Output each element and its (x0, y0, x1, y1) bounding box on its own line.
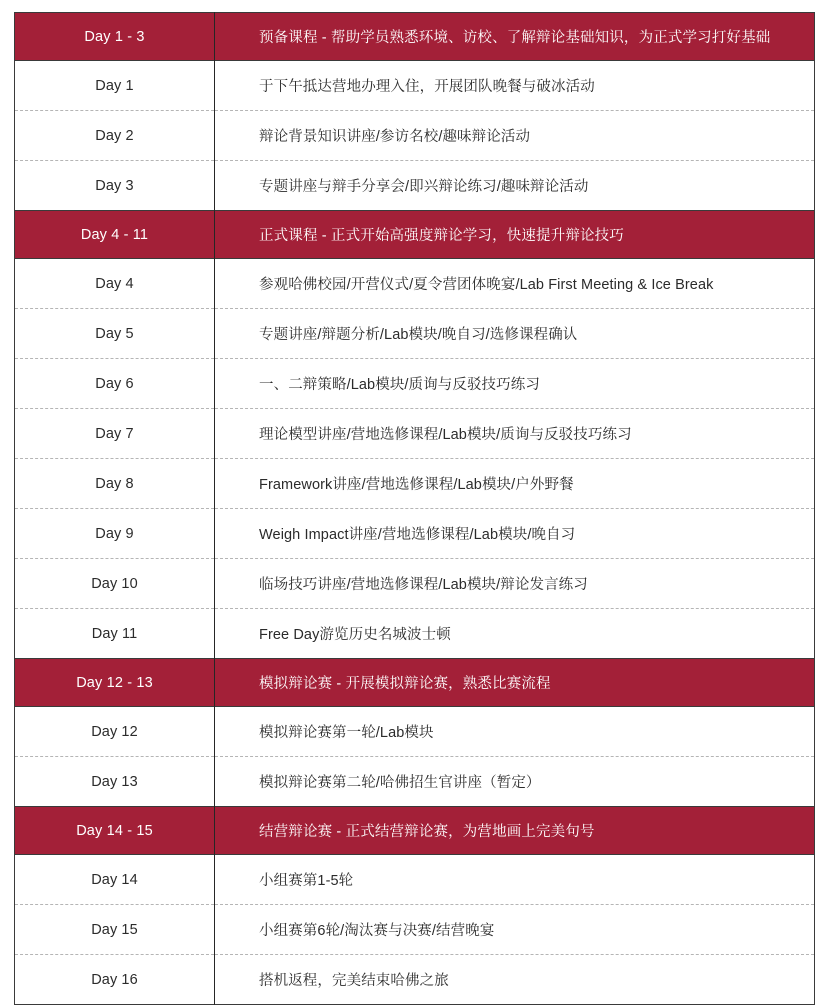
row-day-label: Day 4 (15, 259, 215, 309)
table-row (15, 955, 815, 1005)
row-day-label: Day 14 (15, 855, 215, 905)
section-day-range: Day 4 - 11 (15, 211, 215, 259)
table-row (15, 409, 815, 459)
row-activity-description: 于下午抵达营地办理入住，开展团队晚餐与破冰活动 (215, 61, 815, 111)
row-activity-description: 临场技巧讲座/营地选修课程/Lab模块/辩论发言练习 (215, 559, 815, 609)
row-day-label: Day 3 (15, 161, 215, 211)
row-activity-description: 专题讲座/辩题分析/Lab模块/晚自习/选修课程确认 (215, 309, 815, 359)
row-activity-description: 一、二辩策略/Lab模块/质询与反驳技巧练习 (215, 359, 815, 409)
row-activity-description: 小组赛第1-5轮 (215, 855, 815, 905)
table-row (15, 61, 815, 111)
section-description: 模拟辩论赛 - 开展模拟辩论赛，熟悉比赛流程 (215, 659, 815, 707)
row-activity-description: 模拟辩论赛第一轮/Lab模块 (215, 707, 815, 757)
schedule-table-body (15, 13, 815, 1005)
table-row (15, 509, 815, 559)
table-row (15, 757, 815, 807)
table-row (15, 309, 815, 359)
row-activity-description: 模拟辩论赛第二轮/哈佛招生官讲座（暂定） (215, 757, 815, 807)
row-day-label: Day 10 (15, 559, 215, 609)
row-activity-description: 小组赛第6轮/淘汰赛与决赛/结营晚宴 (215, 905, 815, 955)
row-activity-description: 参观哈佛校园/开营仪式/夏令营团体晚宴/Lab First Meeting & Ice Break (215, 259, 815, 309)
table-row (15, 359, 815, 409)
table-row (15, 559, 815, 609)
table-row (15, 609, 815, 659)
row-day-label: Day 11 (15, 609, 215, 659)
row-activity-description: Free Day游览历史名城波士顿 (215, 609, 815, 659)
row-activity-description: Weigh Impact讲座/营地选修课程/Lab模块/晚自习 (215, 509, 815, 559)
row-day-label: Day 12 (15, 707, 215, 757)
section-description: 正式课程 - 正式开始高强度辩论学习，快速提升辩论技巧 (215, 211, 815, 259)
row-day-label: Day 16 (15, 955, 215, 1005)
row-activity-description: 搭机返程，完美结束哈佛之旅 (215, 955, 815, 1005)
section-day-range: Day 12 - 13 (15, 659, 215, 707)
section-header-row (15, 211, 815, 259)
camp-schedule-table (14, 12, 815, 1005)
row-day-label: Day 13 (15, 757, 215, 807)
table-row (15, 905, 815, 955)
section-header-row (15, 13, 815, 61)
section-day-range: Day 1 - 3 (15, 13, 215, 61)
row-day-label: Day 6 (15, 359, 215, 409)
table-row (15, 459, 815, 509)
table-row (15, 161, 815, 211)
section-header-row (15, 807, 815, 855)
row-activity-description: 理论模型讲座/营地选修课程/Lab模块/质询与反驳技巧练习 (215, 409, 815, 459)
section-header-row (15, 659, 815, 707)
row-day-label: Day 1 (15, 61, 215, 111)
table-row (15, 855, 815, 905)
section-description: 结营辩论赛 - 正式结营辩论赛，为营地画上完美句号 (215, 807, 815, 855)
table-row (15, 111, 815, 161)
table-row (15, 259, 815, 309)
table-row (15, 707, 815, 757)
row-day-label: Day 15 (15, 905, 215, 955)
row-day-label: Day 8 (15, 459, 215, 509)
row-day-label: Day 5 (15, 309, 215, 359)
section-description: 预备课程 - 帮助学员熟悉环境、访校、了解辩论基础知识，为正式学习打好基础 (215, 13, 815, 61)
row-day-label: Day 7 (15, 409, 215, 459)
row-day-label: Day 2 (15, 111, 215, 161)
section-day-range: Day 14 - 15 (15, 807, 215, 855)
row-activity-description: 辩论背景知识讲座/参访名校/趣味辩论活动 (215, 111, 815, 161)
row-activity-description: Framework讲座/营地选修课程/Lab模块/户外野餐 (215, 459, 815, 509)
row-day-label: Day 9 (15, 509, 215, 559)
row-activity-description: 专题讲座与辩手分享会/即兴辩论练习/趣味辩论活动 (215, 161, 815, 211)
